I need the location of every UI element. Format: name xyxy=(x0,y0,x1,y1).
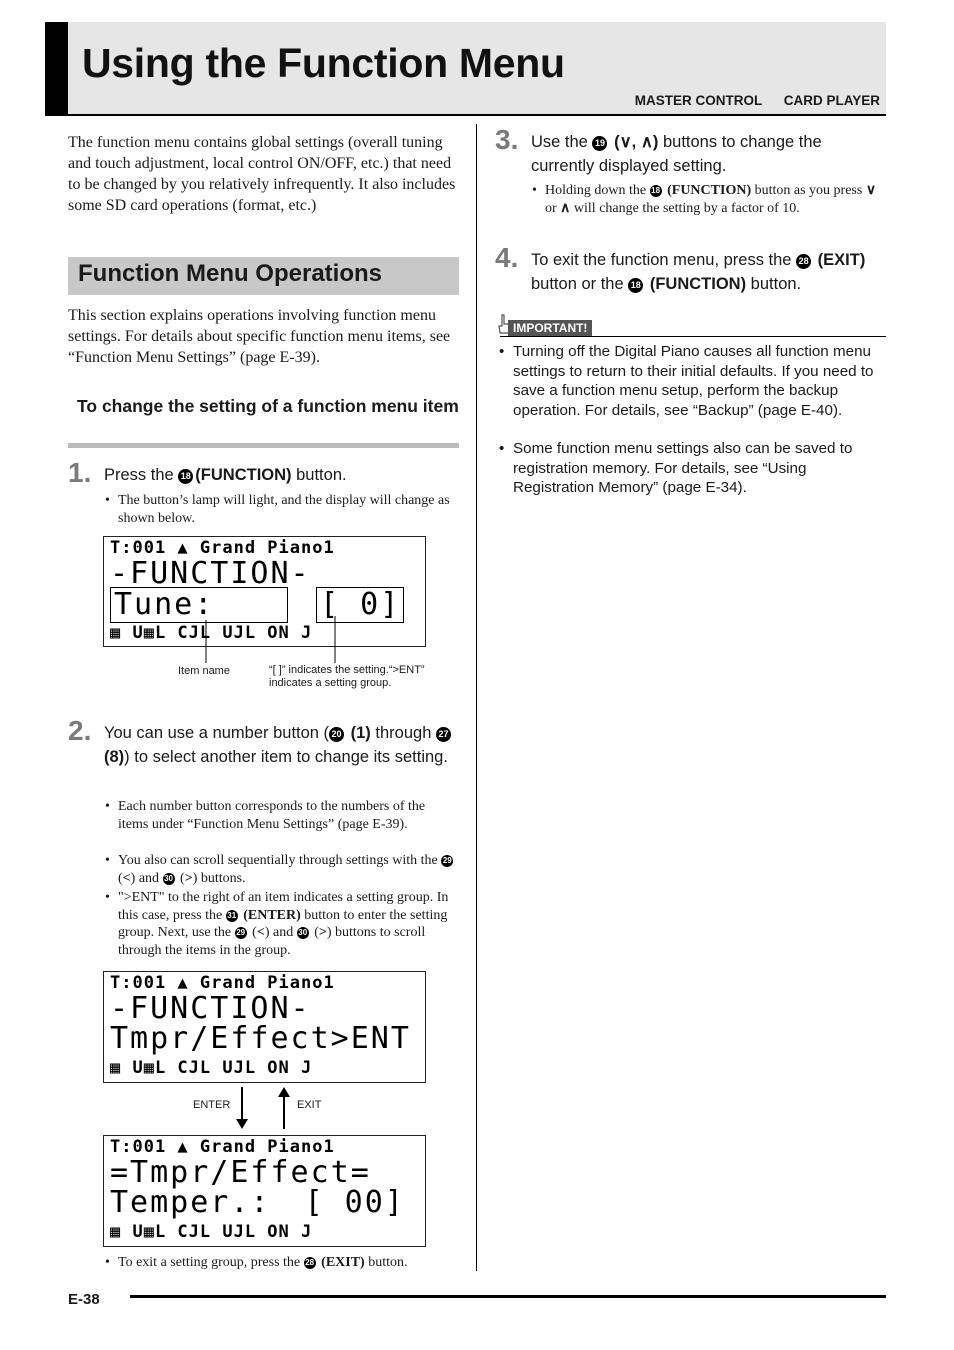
exit-group-bullet: • To exit a setting group, press the 28 (EXIT) button. xyxy=(105,1255,408,1270)
chevron-up-icon: ∧ xyxy=(640,133,653,151)
chevron-right-icon: > xyxy=(318,925,327,940)
tag-master-control: MASTER CONTROL xyxy=(634,93,762,108)
step-3-bullet: • Holding down the 18 (FUNCTION) button as you press ∨ or ∧ will change the setting by a factor of 10. xyxy=(532,183,877,216)
step-1-bullet: • The button’s lamp will light, and the display will change as shown below. xyxy=(105,493,450,526)
intro-paragraph: The function menu contains global settings (overall tuning and touch adjustment, local control ON/OFF, etc.) that need to be changed by you relatively infrequently. It also includes some SD card operations (format, etc.) xyxy=(68,134,456,214)
caption-enter: ENTER xyxy=(193,1099,231,1111)
number-button-8-icon: 27 xyxy=(436,727,451,742)
lcd-line-2: Temper.: [ 00] xyxy=(110,1185,405,1220)
scroll-right-button-icon: 30 xyxy=(298,928,308,937)
footer-rule xyxy=(130,1295,886,1298)
lcd-status-line: T:001 ▲ Grand Piano1 xyxy=(110,1137,335,1157)
chevron-left-icon: < xyxy=(256,925,265,940)
section-paragraph: This section explains operations involving function menu settings. For details about specific function menu items, see “Function Menu Settings” (page E-39). xyxy=(68,307,451,366)
lcd-setting-value: [ 0] xyxy=(316,587,404,623)
lcd-status-line: T:001 ▲ Grand Piano1 xyxy=(110,538,335,558)
scroll-right-button-icon: 30 xyxy=(164,873,173,883)
caption-setting-note: “[ ]” indicates the setting.“>ENT” indicates a setting group. xyxy=(269,664,425,689)
function-button-icon: 18 xyxy=(651,186,661,195)
chevron-left-icon: < xyxy=(122,870,131,886)
lcd-item-name: Tune: xyxy=(110,587,288,623)
subsection-heading: To change the setting of a function menu item xyxy=(77,396,459,416)
step-3-text: Use the 19 (∨, ∧) buttons to change the currently displayed setting. xyxy=(531,133,822,175)
step-2-bullet-3: • ">ENT" to the right of an item indicates a setting group. In this case, press the 31 (ENTER) button to enter the setting group. Next, use the 29 (<) and 30 (>) buttons to scroll through the items in the group. xyxy=(105,890,449,958)
exit-button-icon: 28 xyxy=(796,254,811,269)
step-2-number: 2. xyxy=(68,715,92,746)
important-item-1: • Turning off the Digital Piano causes all function menu settings to return to their initial defaults. If you need to save a function menu setup, perform the backup operation. For details, see “Backup” (page E-40). xyxy=(499,343,874,419)
function-button-icon: 18 xyxy=(628,278,643,293)
caption-item-name: Item name xyxy=(178,665,230,677)
page-title: Using the Function Menu xyxy=(82,40,565,86)
scroll-left-button-icon: 29 xyxy=(442,856,452,865)
step-4-number: 4. xyxy=(495,242,519,273)
chevron-down-icon: ∨ xyxy=(865,183,877,198)
lcd-status-line: T:001 ▲ Grand Piano1 xyxy=(110,973,335,993)
chevron-up-icon: ∧ xyxy=(560,200,571,216)
arrow-up-icon xyxy=(278,1087,290,1097)
lcd-screen-tmpr-effect-ent xyxy=(103,971,426,1083)
lcd-line-1: -FUNCTION- xyxy=(110,556,311,591)
step-2-bullet-2: • You also can scroll sequentially through settings with the 29 (<) and 30 (>) buttons. xyxy=(105,853,452,886)
caption-exit: EXIT xyxy=(297,1099,322,1111)
number-button-1-icon: 20 xyxy=(329,727,344,742)
lcd-bottom-line: ▦ U▦L CJL UJL ON J xyxy=(110,1058,313,1078)
step-1-number: 1. xyxy=(68,457,92,488)
lcd-line-2: Tmpr/Effect>ENT xyxy=(110,1021,411,1056)
step-1-text: Press the 18 (FUNCTION) button. xyxy=(104,466,347,484)
exit-button-icon: 28 xyxy=(305,1258,315,1267)
lcd-line-1: -FUNCTION- xyxy=(110,991,311,1026)
important-item-2: • Some function menu settings also can be saved to registration memory. For details, see “Using Registration Memory” (page E-34). xyxy=(499,440,853,496)
important-label: IMPORTANT! xyxy=(508,320,592,336)
chevron-down-icon: ∨ xyxy=(619,133,632,151)
up-down-button-icon: 19 xyxy=(592,136,607,151)
lcd-line-1: =Tmpr/Effect= xyxy=(110,1155,371,1190)
lcd-screen-temper xyxy=(103,1135,426,1247)
scroll-left-button-icon: 29 xyxy=(236,928,246,937)
step-2-text: You can use a number button ( 20 (1) through 27 (8)) to select another item to change its setting. xyxy=(104,721,462,769)
function-button-icon: 18 xyxy=(178,469,193,484)
step-4-text: To exit the function menu, press the 28 (EXIT) button or the 18 (FUNCTION) button. xyxy=(531,251,866,293)
step-3-number: 3. xyxy=(495,124,519,155)
enter-exit-arrows xyxy=(230,1085,296,1131)
arrow-down-icon xyxy=(236,1119,248,1129)
important-rule xyxy=(500,336,886,337)
chevron-right-icon: > xyxy=(184,870,193,886)
enter-button-icon: 31 xyxy=(227,910,237,920)
section-heading: Function Menu Operations xyxy=(78,260,382,287)
step-2-bullet-1: • Each number button corresponds to the numbers of the items under “Function Menu Settings” (page E-39). xyxy=(105,799,426,832)
lcd-bottom-line: ▦ U▦L CJL UJL ON J xyxy=(110,1222,313,1242)
page-number: E-38 xyxy=(68,1291,100,1308)
tag-card-player: CARD PLAYER xyxy=(783,93,880,108)
lcd-bottom-line: ▦ U▦L CJL UJL ON J xyxy=(110,623,313,643)
